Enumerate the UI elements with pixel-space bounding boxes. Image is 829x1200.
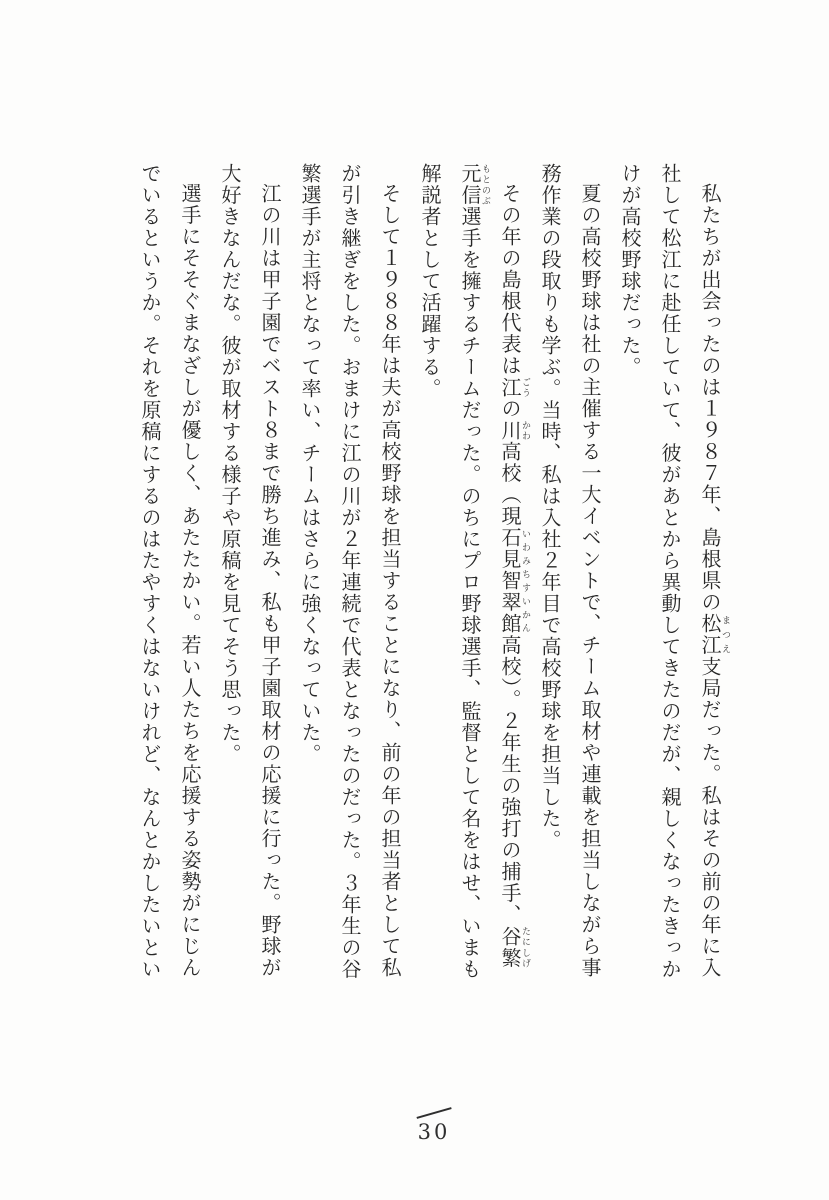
furigana: いわみちすいかん — [520, 527, 530, 635]
furigana: まつえ — [720, 613, 730, 656]
paragraph: 夏の高校野球は社の主催する一大イベントで、チーム取材や連載を担当しながら事務作業の段取りも学ぶ。当時、私は入社２年目で高校野球を担当した。 — [538, 163, 602, 979]
ruby-annotated-text: 谷繁たにしげ — [498, 925, 530, 969]
ruby-annotated-text: 石見智翠館いわみちすいかん — [498, 527, 530, 635]
paragraph: その年の島根代表は江ごうの川かわ高校（現石見智翠館いわみちすいかん高校）。２年生の強打の捕手、谷繁たにしげ元信もとのぶ選手を擁するチームだった。のちにプロ野球選手、監督として名をはせ、いまも解説者として活躍する。 — [418, 163, 530, 980]
footer-rule — [416, 1107, 451, 1118]
paragraph: 江の川は甲子園でベスト８まで勝ち進み、私も甲子園取材の応援に行った。野球が大好きなんだな。彼が取材する様子や原稿を見てそう思った。 — [218, 163, 282, 979]
paragraph: 選手にそそぐまなざしが優しく、あたたかい。若い人たちを応援する姿勢がにじんでいるというか。それを原稿にするのはたやすくはないけれど、なんとかしたいとい — [138, 163, 202, 980]
ruby-annotated-text: 江ごう — [498, 376, 530, 398]
ruby-annotated-text: 川かわ — [498, 419, 530, 441]
ruby-annotated-text: 松江まつえ — [698, 613, 730, 656]
ruby-annotated-text: 元信もとのぶ — [458, 163, 490, 206]
furigana: たにしげ — [520, 925, 530, 969]
paragraph: そして１９８８年は夫が高校野球を担当することになり、前の年の担当者として私が引き継ぎをした。おまけに江の川が２年連続で代表となったのだった。３年生の谷繁選手が主将となって率い、チームはさらに強くなっていた。 — [298, 163, 402, 980]
body-text — [130, 163, 730, 985]
furigana: ごう — [520, 376, 530, 398]
furigana: もとのぶ — [480, 163, 490, 206]
furigana: かわ — [520, 419, 530, 441]
paragraph: 私たちが出会ったのは１９８７年、島根県の松江まつえ支局だった。私はその前の年に入社して松江に赴任していて、彼があとから異動してきたのだが、親しくなったきっかけが高校野球だった。 — [618, 163, 730, 980]
page-number: 30 — [417, 1120, 451, 1144]
page-footer — [398, 1100, 478, 1160]
